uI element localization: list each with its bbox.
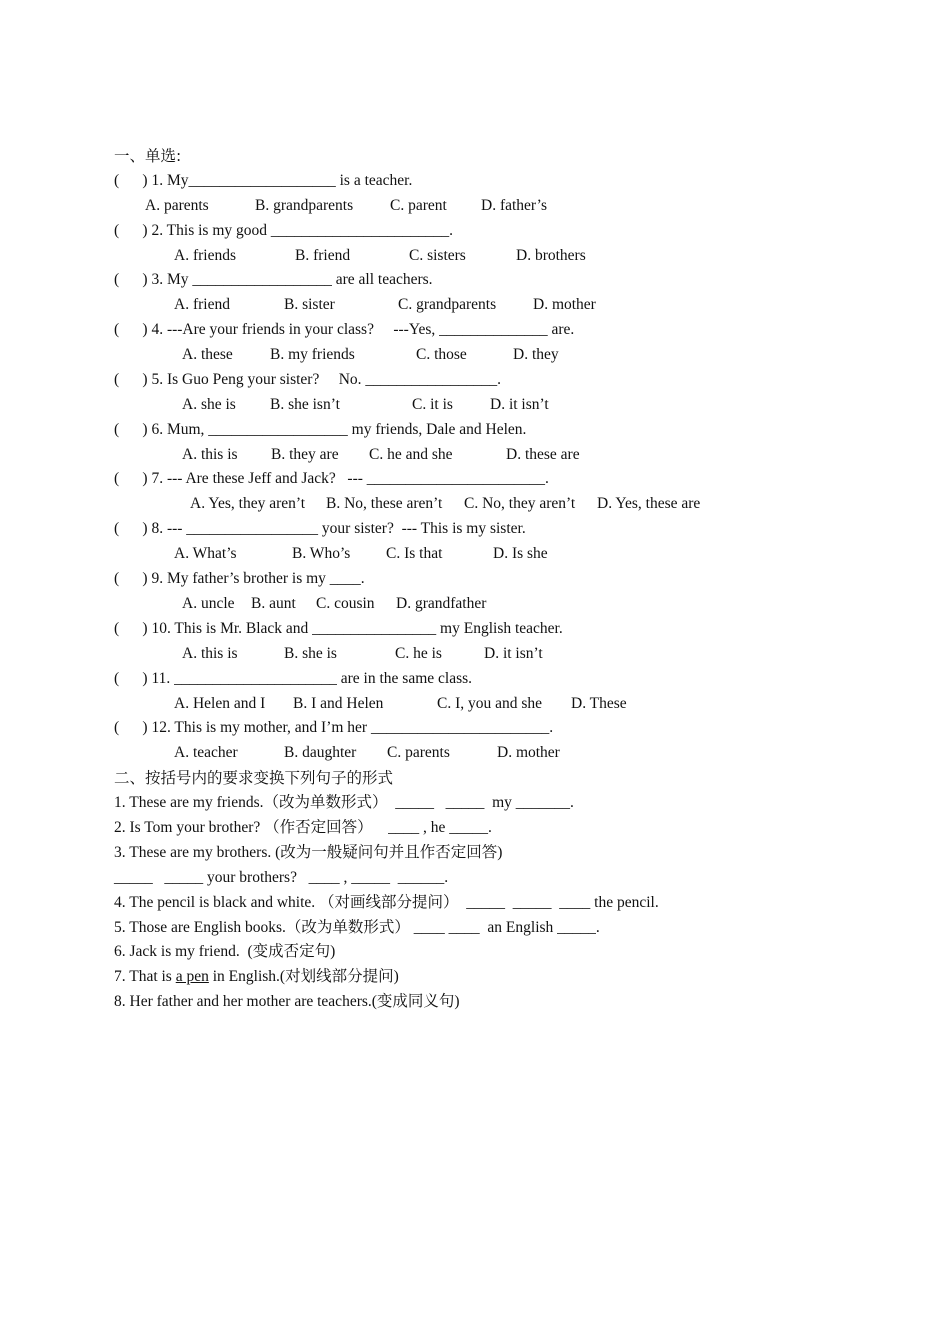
- s2-line-7-before: 7. That is: [114, 968, 176, 985]
- question-6-option-d: D. these are: [506, 446, 580, 463]
- question-9-option-b: B. aunt: [251, 595, 296, 612]
- question-11-stem: ( ) 11. _____________________ are in the same class.: [114, 670, 473, 687]
- question-1-option-b: B. grandparents: [255, 197, 354, 214]
- question-10-option-d: D. it isn’t: [484, 645, 543, 662]
- question-1-stem: ( ) 1. My___________________ is a teacher.: [114, 172, 413, 189]
- s2-line-1: 1. These are my friends.（改为单数形式） _____ _____ my _______.: [114, 794, 574, 811]
- underlined-phrase: a pen: [175, 968, 209, 985]
- section1-title: 一、单选:: [114, 147, 182, 165]
- question-8-option-b: B. Who’s: [292, 545, 351, 562]
- question-5-option-a: A. she is: [182, 396, 236, 413]
- question-2-stem: ( ) 2. This is my good _______________________.: [114, 222, 453, 239]
- s2-line-2: 2. Is Tom your brother? （作否定回答） ____ , he _____.: [114, 819, 492, 836]
- question-2-option-b: B. friend: [295, 247, 351, 264]
- question-10-option-b: B. she is: [284, 645, 337, 662]
- question-3-option-d: D. mother: [533, 296, 596, 313]
- question-3-option-c: C. grandparents: [398, 296, 497, 313]
- question-3-stem: ( ) 3. My __________________ are all teachers.: [114, 271, 433, 288]
- question-3-option-a: A. friend: [174, 296, 230, 313]
- question-4-option-b: B. my friends: [270, 346, 355, 363]
- question-6-option-c: C. he and she: [369, 446, 453, 463]
- question-7-stem: ( ) 7. --- Are these Jeff and Jack? --- _______________________.: [114, 470, 549, 487]
- s2-line-7-after: in English.(对划线部分提问): [208, 968, 399, 985]
- question-11-option-b: B. I and Helen: [293, 695, 384, 712]
- question-12-stem: ( ) 12. This is my mother, and I’m her _______________________.: [114, 719, 554, 736]
- question-2-option-a: A. friends: [174, 247, 236, 264]
- question-5-option-c: C. it is: [412, 396, 453, 413]
- question-11-option-a: A. Helen and I: [174, 695, 266, 712]
- s2-line-3b: _____ _____ your brothers? ____ , _____ ______.: [114, 869, 449, 886]
- question-12-option-a: A. teacher: [174, 744, 238, 761]
- question-7-option-d: D. Yes, these are: [597, 495, 701, 512]
- question-1-option-d: D. father’s: [481, 197, 547, 214]
- question-1-option-c: C. parent: [390, 197, 447, 214]
- question-11-option-c: C. I, you and she: [437, 695, 543, 712]
- question-9-option-c: C. cousin: [316, 595, 375, 612]
- question-12-option-d: D. mother: [497, 744, 560, 761]
- question-4-stem: ( ) 4. ---Are your friends in your class? ---Yes, ______________ are.: [114, 321, 575, 338]
- question-8-stem: ( ) 8. --- _________________ your sister? --- This is my sister.: [114, 520, 526, 537]
- question-12-option-c: C. parents: [387, 744, 450, 761]
- question-12-option-b: B. daughter: [284, 744, 357, 761]
- question-1-option-a: A. parents: [145, 197, 209, 214]
- question-9-option-d: D. grandfather: [396, 595, 487, 612]
- question-4-option-d: D. they: [513, 346, 559, 363]
- s2-line-5: 5. Those are English books.（改为单数形式） ____ ____ an English _____.: [114, 919, 600, 936]
- s2-line-4: 4. The pencil is black and white. （对画线部分提问） _____ _____ ____ the pencil.: [114, 894, 659, 911]
- question-11-option-d: D. These: [571, 695, 627, 712]
- question-8-option-d: D. Is she: [493, 545, 548, 562]
- section2-title: 二、按括号内的要求变换下列句子的形式: [114, 769, 394, 787]
- s2-line-7: [114, 967, 399, 987]
- question-10-option-c: C. he is: [395, 645, 442, 662]
- question-6-stem: ( ) 6. Mum, __________________ my friends, Dale and Helen.: [114, 421, 527, 438]
- question-7-option-a: A. Yes, they aren’t: [190, 495, 306, 512]
- question-2-option-d: D. brothers: [516, 247, 586, 264]
- question-4-option-c: C. those: [416, 346, 467, 363]
- question-10-option-a: A. this is: [182, 645, 238, 662]
- s2-line-6: 6. Jack is my friend. (变成否定句): [114, 943, 336, 960]
- question-6-option-a: A. this is: [182, 446, 238, 463]
- question-6-option-b: B. they are: [271, 446, 339, 463]
- question-5-option-d: D. it isn’t: [490, 396, 549, 413]
- question-7-option-b: B. No, these aren’t: [326, 495, 443, 512]
- s2-line-8: 8. Her father and her mother are teachers.(变成同义句): [114, 993, 460, 1010]
- question-10-stem: ( ) 10. This is Mr. Black and ________________ my English teacher.: [114, 620, 563, 637]
- question-8-option-c: C. Is that: [386, 545, 443, 562]
- question-5-option-b: B. she isn’t: [270, 396, 340, 413]
- question-8-option-a: A. What’s: [174, 545, 237, 562]
- question-3-option-b: B. sister: [284, 296, 335, 313]
- question-9-stem: ( ) 9. My father’s brother is my ____.: [114, 570, 365, 587]
- question-2-option-c: C. sisters: [409, 247, 466, 264]
- question-5-stem: ( ) 5. Is Guo Peng your sister? No. _________________.: [114, 371, 502, 388]
- question-7-option-c: C. No, they aren’t: [464, 495, 576, 512]
- s2-line-3: 3. These are my brothers. (改为一般疑问句并且作否定回答): [114, 844, 503, 861]
- question-4-option-a: A. these: [182, 346, 233, 363]
- question-9-option-a: A. uncle: [182, 595, 235, 612]
